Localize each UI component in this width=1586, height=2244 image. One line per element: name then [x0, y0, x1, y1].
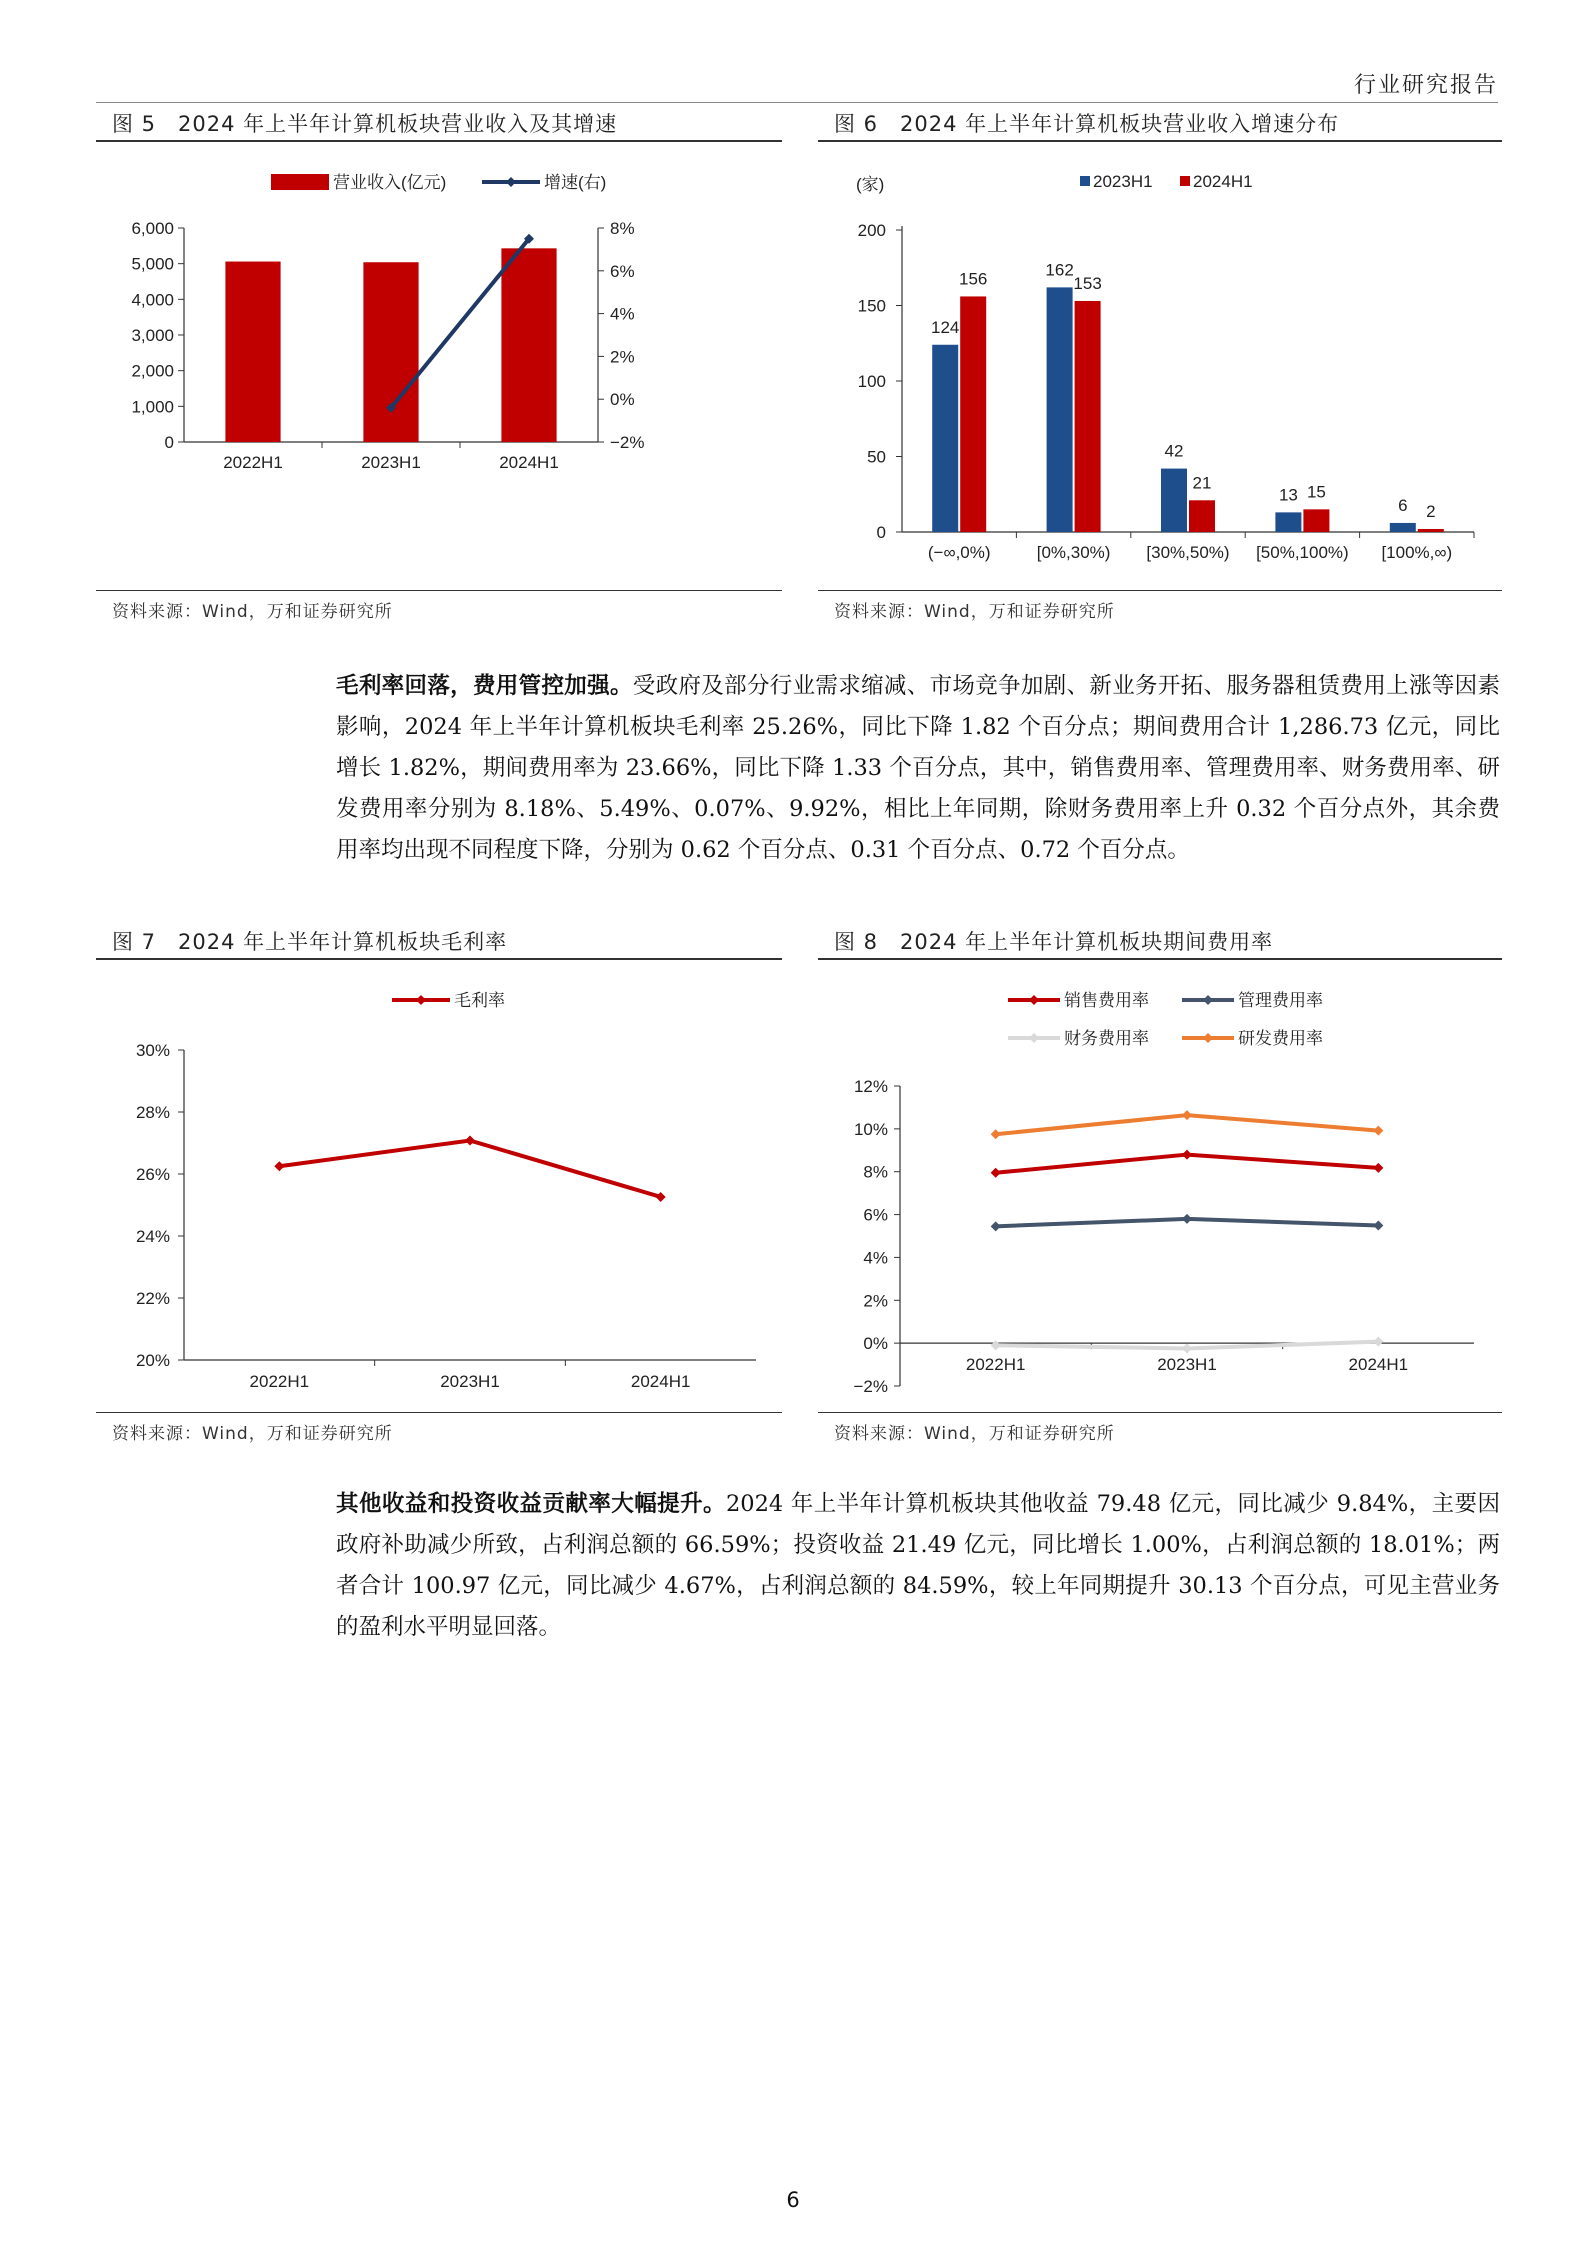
- fig8-x-tick-label: 2023H1: [1157, 1355, 1217, 1375]
- fig8-legend-label: 销售费用率: [1064, 991, 1149, 1010]
- fig7-x-tick-label: 2022H1: [249, 1372, 310, 1391]
- fig8-legend-marker: [1203, 1033, 1213, 1043]
- fig5-x-tick-label: 2024H1: [499, 453, 559, 472]
- fig6-y-tick-label: 50: [867, 447, 886, 467]
- fig8-point: [991, 1221, 1001, 1231]
- fig8-point: [1373, 1126, 1383, 1136]
- fig5-right-tick-label: 6%: [610, 261, 635, 281]
- fig6-title: 图 6 2024 年上半年计算机板块营业收入增速分布: [834, 112, 1340, 136]
- fig7-x-tick-label: 2024H1: [630, 1372, 691, 1391]
- fig7-legend-marker: [416, 995, 426, 1005]
- fig6-data-label: 156: [959, 269, 988, 289]
- fig6-data-label: 42: [1164, 441, 1184, 461]
- paragraph-body: 2024 年上半年计算机板块其他收益 79.48 亿元，同比减少 9.84%，主要因政府补助减少所致，占利润总额的 66.59%；投资收益 21.49 亿元，同比增长 1.00%，占利润总额的 18.01%；两者合计 100.97 亿元，同比减少 4.67%，占利润总额的 84.59%，较上年同期提升 30.13 个百分点，可见主营业务的盈利水平明显回落。: [336, 1491, 1500, 1640]
- fig8-x-tick-label: 2024H1: [1348, 1355, 1409, 1375]
- fig6-legend-swatch-2024: [1180, 176, 1190, 186]
- fig5-right-tick-label: 8%: [610, 219, 635, 238]
- fig6-y-tick-label: 0: [876, 523, 886, 542]
- fig6-data-label: 162: [1045, 260, 1074, 280]
- fig5-left-tick-label: 4,000: [131, 290, 174, 310]
- fig6-bar: [960, 296, 986, 532]
- fig5-right-tick-label: 2%: [610, 347, 635, 367]
- fig6-bar: [932, 345, 958, 532]
- fig8-source-rule: [818, 1412, 1502, 1413]
- paragraph-lead: 毛利率回落，费用管控加强。: [336, 673, 633, 699]
- fig6-bar: [1418, 529, 1444, 532]
- fig6-bar: [1161, 469, 1187, 532]
- fig7-y-tick-label: 30%: [135, 1041, 170, 1060]
- fig8-point: [1182, 1214, 1192, 1224]
- fig6-title-rule: [818, 140, 1502, 142]
- report-type-header: 行业研究报告: [1353, 73, 1498, 98]
- fig6-data-label: 2: [1426, 501, 1436, 521]
- fig5-x-tick-label: 2022H1: [223, 453, 283, 472]
- fig8-legend-marker: [1203, 995, 1213, 1005]
- fig5-right-tick-label: 0%: [610, 390, 635, 410]
- fig7-point: [656, 1192, 666, 1202]
- fig7-x-tick-label: 2023H1: [440, 1372, 500, 1391]
- fig5-right-tick-label: −2%: [610, 433, 645, 452]
- fig7-title-rule: [96, 958, 782, 960]
- fig6-chart: [818, 146, 1502, 584]
- fig5-bar: [363, 262, 418, 442]
- fig7-y-tick-label: 24%: [135, 1227, 170, 1246]
- fig5-left-tick-label: 1,000: [131, 397, 174, 417]
- fig7-point: [465, 1136, 475, 1146]
- fig7-chart: [96, 964, 782, 1408]
- fig5-x-tick-label: 2023H1: [361, 453, 421, 472]
- fig5-left-tick-label: 5,000: [131, 254, 174, 274]
- fig8-chart: [818, 964, 1502, 1408]
- page-number: 6: [786, 2188, 800, 2212]
- fig7-y-tick-label: 26%: [135, 1165, 170, 1184]
- fig8-y-tick-label: 2%: [863, 1291, 888, 1311]
- fig6-x-tick-label: [100%,∞): [1381, 543, 1453, 562]
- fig8-legend-marker: [1029, 995, 1039, 1005]
- fig7-y-tick-label: 20%: [135, 1351, 170, 1370]
- fig8-point: [1182, 1150, 1192, 1160]
- fig5-legend-label-revenue: 营业收入(亿元): [333, 173, 447, 192]
- fig6-data-label: 21: [1192, 473, 1212, 493]
- fig7-title: 图 7 2024 年上半年计算机板块毛利率: [112, 930, 508, 954]
- fig6-data-label: 6: [1398, 495, 1408, 515]
- fig5-left-tick-label: 3,000: [131, 326, 174, 345]
- paragraph-lead: 其他收益和投资收益贡献率大幅提升。: [336, 1491, 726, 1517]
- fig6-y-tick-label: 150: [857, 296, 886, 316]
- fig7-legend-label: 毛利率: [454, 991, 505, 1010]
- fig8-legend-marker: [1029, 1033, 1039, 1043]
- fig6-source: 资料来源：Wind，万和证券研究所: [834, 602, 1115, 622]
- fig6-x-tick-label: [50%,100%): [1256, 543, 1349, 562]
- fig5-source-rule: [96, 590, 782, 591]
- paragraph-margin-expense: [336, 666, 1500, 871]
- paragraph-other-income: [336, 1484, 1500, 1648]
- fig6-x-tick-label: [30%,50%): [1146, 543, 1230, 562]
- fig8-y-tick-label: 0%: [863, 1334, 888, 1354]
- fig8-point: [991, 1129, 1001, 1139]
- fig5-bar: [501, 248, 556, 442]
- fig8-point: [1182, 1344, 1192, 1354]
- fig5-source: 资料来源：Wind，万和证券研究所: [112, 602, 393, 622]
- fig6-data-label: 13: [1278, 485, 1298, 505]
- fig6-bar: [1303, 509, 1329, 532]
- fig7-y-tick-label: 28%: [135, 1103, 170, 1122]
- fig8-point: [1373, 1337, 1383, 1347]
- fig7-source: 资料来源：Wind，万和证券研究所: [112, 1424, 393, 1444]
- fig5-title-rule: [96, 140, 782, 142]
- paragraph-body: 受政府及部分行业需求缩减、市场竞争加剧、新业务开拓、服务器租赁费用上涨等因素影响，2024 年上半年计算机板块毛利率 25.26%，同比下降 1.82 个百分点；期间费用合计 1,286.73 亿元，同比增长 1.82%，期间费用率为 23.66%，同比下降 1.33 个百分点，其中，销售费用率、管理费用率、财务费用率、研发费用率分别为 8.18%、5.49%、0.07%、9.92%，相比上年同期，除财务费用率上升 0.32 个百分点外，其余费用率均出现不同程度下降，分别为 0.62 个百分点、0.31 个百分点、0.72 个百分点。: [336, 673, 1500, 863]
- fig5-bar: [225, 262, 280, 442]
- fig6-x-tick-label: [0%,30%): [1036, 543, 1111, 562]
- fig6-y-tick-label: 100: [857, 372, 886, 391]
- fig8-title: 图 8 2024 年上半年计算机板块期间费用率: [834, 930, 1274, 954]
- fig8-source: 资料来源：Wind，万和证券研究所: [834, 1424, 1115, 1444]
- fig8-point: [1373, 1221, 1383, 1231]
- fig8-y-tick-label: 12%: [853, 1077, 888, 1096]
- fig8-legend-label: 财务费用率: [1064, 1029, 1149, 1048]
- fig6-legend-label-2024: 2024H1: [1193, 172, 1253, 191]
- fig5-legend-marker-growth: [506, 177, 516, 187]
- fig6-data-label: 124: [931, 317, 960, 337]
- fig8-legend-label: 管理费用率: [1238, 991, 1323, 1010]
- fig8-title-rule: [818, 958, 1502, 960]
- fig6-x-tick-label: (−∞,0%): [927, 543, 991, 562]
- fig6-bar: [1075, 301, 1101, 532]
- fig6-bar: [1189, 500, 1215, 532]
- fig5-legend-label-growth: 增速(右): [544, 173, 607, 192]
- fig5-left-tick-label: 0: [164, 433, 174, 452]
- fig8-y-tick-label: 8%: [863, 1162, 888, 1182]
- fig8-point: [991, 1340, 1001, 1350]
- fig5-title: 图 5 2024 年上半年计算机板块营业收入及其增速: [112, 112, 618, 136]
- fig8-y-tick-label: 4%: [863, 1248, 888, 1268]
- fig6-source-rule: [818, 590, 1502, 591]
- fig7-line: [279, 1141, 660, 1197]
- fig6-data-label: 15: [1306, 482, 1326, 502]
- fig8-x-tick-label: 2022H1: [965, 1355, 1026, 1375]
- fig5-chart: [96, 146, 782, 584]
- fig6-legend-swatch-2023: [1080, 176, 1090, 186]
- fig7-source-rule: [96, 1412, 782, 1413]
- fig8-legend-label: 研发费用率: [1238, 1029, 1323, 1048]
- fig6-bar: [1275, 512, 1301, 532]
- header-rule: [96, 102, 1498, 103]
- fig5-legend-swatch-revenue: [271, 174, 329, 190]
- fig6-data-label: 153: [1073, 273, 1102, 293]
- fig5-left-tick-label: 2,000: [131, 361, 174, 381]
- fig8-point: [1373, 1163, 1383, 1173]
- fig8-point: [1182, 1110, 1192, 1120]
- fig8-point: [991, 1168, 1001, 1178]
- fig5-right-tick-label: 4%: [610, 304, 635, 324]
- fig8-y-tick-label: 6%: [863, 1205, 888, 1225]
- fig6-legend-label-2023: 2023H1: [1093, 172, 1153, 191]
- fig6-y-tick-label: 200: [857, 221, 886, 240]
- fig6-bar: [1047, 287, 1073, 532]
- fig6-y-unit: (家): [856, 175, 885, 194]
- fig8-y-tick-label: −2%: [853, 1377, 888, 1396]
- fig5-left-tick-label: 6,000: [131, 219, 174, 238]
- fig7-y-tick-label: 22%: [135, 1289, 170, 1308]
- fig8-y-tick-label: 10%: [853, 1119, 888, 1139]
- fig7-point: [274, 1161, 284, 1171]
- fig6-bar: [1390, 523, 1416, 532]
